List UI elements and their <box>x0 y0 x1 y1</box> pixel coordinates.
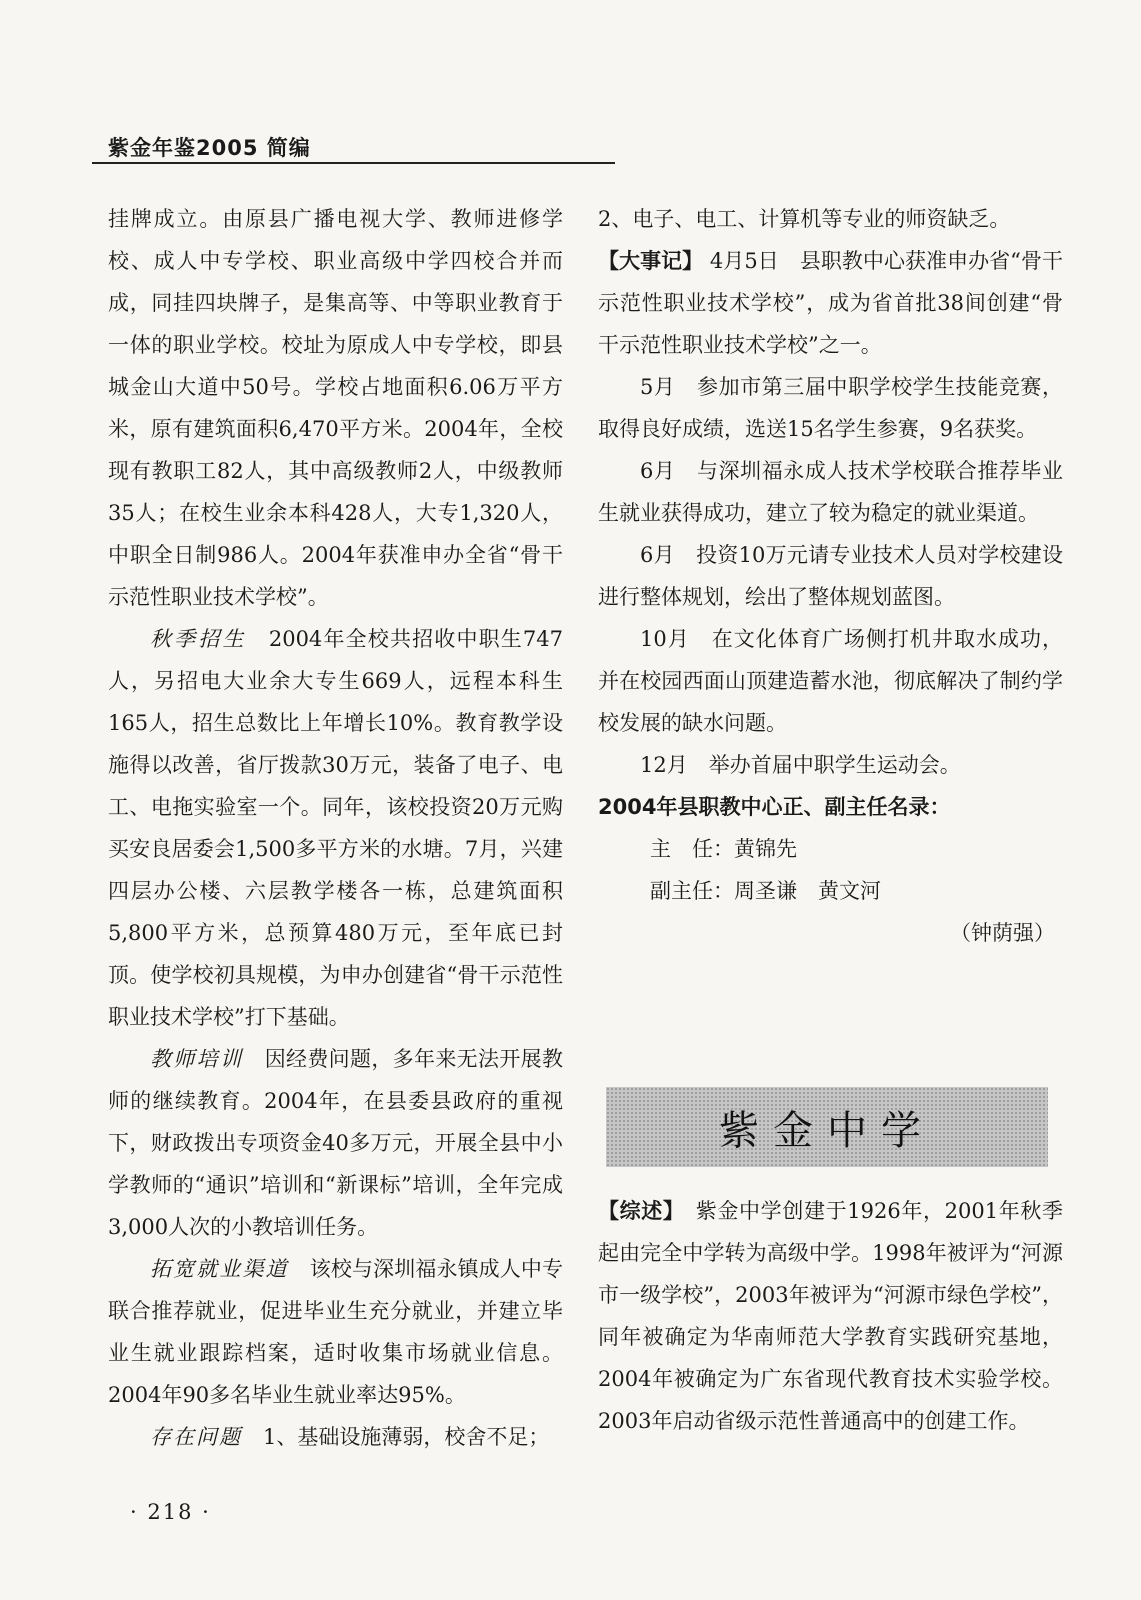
roster-title: 2004年县职教中心正、副主任名录： <box>598 795 951 819</box>
section-employment <box>108 1248 563 1416</box>
section-text: 因经费问题，多年来无法开展教师的继续教育。2004年，在县委县政府的重视下，财政拨出专项资金40多万元，开展全县中小学教师的“通识”培训和“新课标”培训，全年完成3,000人次的小教培训任务。 <box>108 1047 564 1239</box>
event-date: 12月 <box>640 753 688 777</box>
page-number: · 218 · <box>130 1500 211 1524</box>
event-text: 参加市第三届中职学校学生技能竞赛，取得良好成绩，选送15名学生参赛，9名获奖。 <box>598 375 1063 441</box>
right-column <box>598 198 1063 954</box>
running-head: 紫金年鉴2005 简编 <box>108 136 311 160</box>
event-text: 投资10万元请专业技术人员对学校建设进行整体规划，绘出了整体规划蓝图。 <box>598 543 1063 609</box>
section-heading: 存在问题 <box>150 1425 242 1449</box>
event-item <box>598 534 1063 618</box>
section-text: 该校与深圳福永镇成人中专联合推荐就业，促进毕业生充分就业，并建立毕业生就业跟踪档案，适时收集市场就业信息。2004年90多名毕业生就业率达95%。 <box>108 1257 564 1407</box>
header-rule <box>92 162 615 164</box>
section-problems <box>108 1416 563 1458</box>
event-item <box>598 744 1063 786</box>
event-date: 5月 <box>640 375 676 399</box>
event-text: 举办首届中职学生运动会。 <box>708 753 961 777</box>
section-text: 1、基础设施薄弱，校舍不足； <box>263 1425 550 1449</box>
left-column <box>108 198 563 1458</box>
event-date: 4月5日 <box>709 249 779 273</box>
summary-block <box>598 1190 1063 1442</box>
event-text: 县职教中心获准申办省“骨干示范性职业技术学校”，成为省首批38间创建“骨干示范性职业技术学校”之一。 <box>598 249 1063 357</box>
event-item <box>598 366 1063 450</box>
events-label: 【大事记】 <box>598 249 704 273</box>
section-autumn-enrollment <box>108 618 563 1038</box>
roster-director: 主 任：黄锦先 <box>650 837 797 861</box>
section-teacher-training <box>108 1038 563 1248</box>
section-title: 紫金中学 <box>719 1107 935 1154</box>
summary-label: 【综述】 <box>598 1199 675 1223</box>
event-item <box>598 240 1063 366</box>
author-credit: （钟荫强） <box>950 921 1055 945</box>
event-text: 在文化体育广场侧打机井取水成功，并在校园西面山顶建造蓄水池，彻底解决了制约学校发展的缺水问题。 <box>598 627 1064 735</box>
event-item <box>598 618 1063 744</box>
section-banner <box>606 1087 1048 1167</box>
section-heading: 秋季招生 <box>150 627 247 651</box>
roster-deputy: 副主任：周圣谦 黄文河 <box>650 879 881 903</box>
section-heading: 教师培训 <box>150 1047 244 1071</box>
intro-paragraph: 挂牌成立。由原县广播电视大学、教师进修学校、成人中专学校、职业高级中学四校合并而成，同挂四块牌子，是集高等、中等职业教育于一体的职业学校。校址为原成人中专学校，即县城金山大道中50号。学校占地面积6.06万平方米，原有建筑面积6,470平方米。2004年，全校现有教职工82人，其中高级教师2人，中级教师35人；在校生业余本科428人，大专1,320人，中职全日制986人。2004年获准申办全省“骨干示范性职业技术学校”。 <box>108 207 563 609</box>
event-item <box>598 450 1063 534</box>
summary-paragraph <box>598 1190 1063 1442</box>
section-heading: 拓宽就业渠道 <box>150 1257 289 1281</box>
event-date: 6月 <box>640 543 675 567</box>
event-text: 与深圳福永成人技术学校联合推荐毕业生就业获得成功，建立了较为稳定的就业渠道。 <box>598 459 1063 525</box>
event-date: 6月 <box>640 459 676 483</box>
continuation-text: 2、电子、电工、计算机等专业的师资缺乏。 <box>598 207 1011 231</box>
section-text: 2004年全校共招收中职生747人，另招电大业余大专生669人，远程本科生165人，招生总数比上年增长10%。教育教学设施得以改善，省厅拨款30万元，装备了电子、电工、电拖实验室一个。同年，该校投资20万元购买安良居委会1,500多平方米的水塘。7月，兴建四层办公楼、六层教学楼各一栋，总建筑面积5,800平方米，总预算480万元，至年底已封顶。使学校初具规模，为申办创建省“骨干示范性职业技术学校”打下基础。 <box>108 627 564 1029</box>
event-date: 10月 <box>640 627 690 651</box>
summary-text: 紫金中学创建于1926年，2001年秋季起由完全中学转为高级中学。1998年被评为“河源市一级学校”，2003年被评为“河源市绿色学校”，同年被确定为华南师范大学教育实践研究基地，2004年被确定为广东省现代教育技术实验学校。2003年启动省级示范性普通高中的创建工作。 <box>598 1199 1064 1433</box>
